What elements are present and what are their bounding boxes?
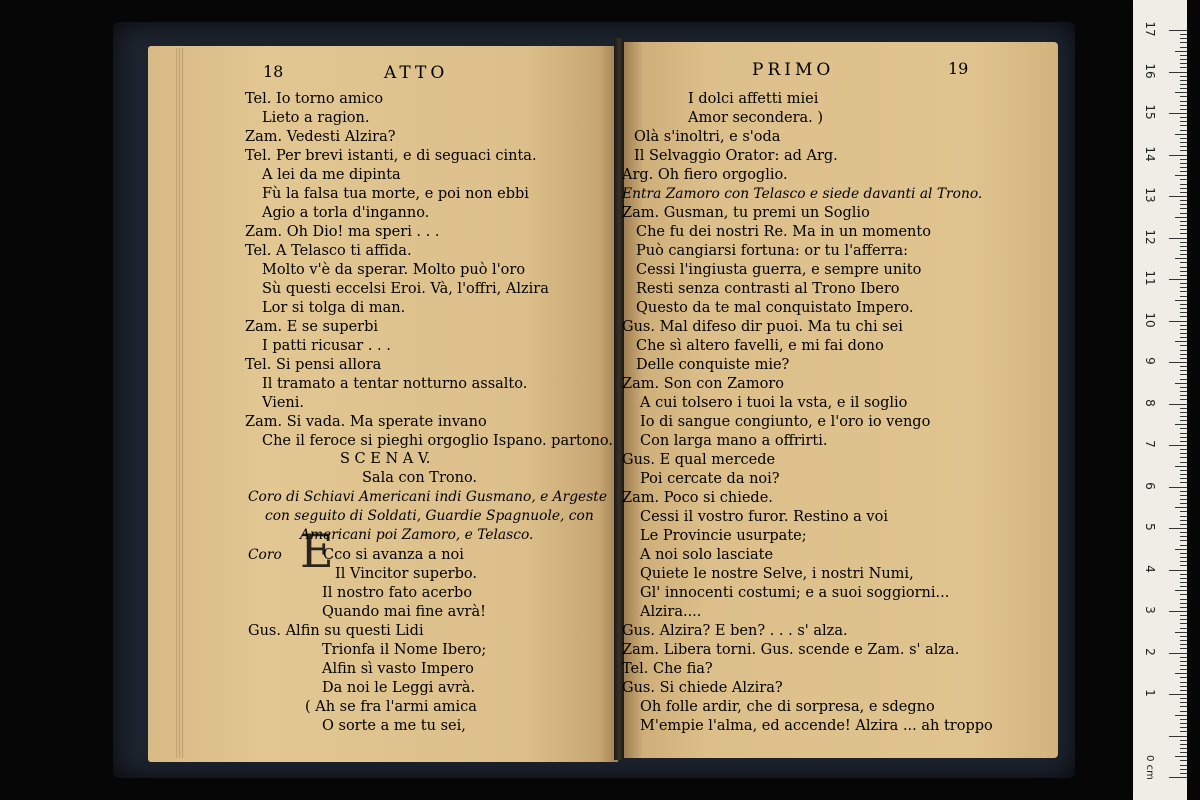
ruler-tick <box>1180 76 1187 77</box>
ruler-tick <box>1180 702 1187 703</box>
ruler-tick <box>1180 495 1187 496</box>
left-page-number: 18 <box>263 62 284 81</box>
ruler-tick <box>1180 503 1187 504</box>
left-page-text-line: Zam. Oh Dio! ma speri . . . <box>245 224 440 240</box>
ruler-tick <box>1180 179 1187 180</box>
ruler-tick <box>1180 412 1187 413</box>
ruler-tick <box>1180 125 1187 126</box>
ruler-tick <box>1169 777 1187 778</box>
left-page-text-line: Lor si tolga di man. <box>262 300 406 316</box>
ruler-tick <box>1180 578 1187 579</box>
right-page-text-line: M'empie l'alma, ed accende! Alzira ... ah troppo <box>640 718 993 734</box>
ruler-tick <box>1180 387 1187 388</box>
left-page-text-line: Sù questi eccelsi Eroi. Và, l'offri, Alzira <box>262 281 549 297</box>
ruler-tick <box>1180 536 1187 537</box>
ruler-label: 14 <box>1143 145 1157 162</box>
right-page-text-line: Gus. Alzira? E ben? . . . s' alza. <box>622 623 848 639</box>
ruler-label: 13 <box>1143 187 1157 203</box>
left-page-text-line: Il nostro fato acerbo <box>322 585 473 601</box>
ruler-tick <box>1175 217 1187 218</box>
ruler-tick <box>1180 557 1187 558</box>
right-page-text-line: Quiete le nostre Selve, i nostri Numi, <box>640 566 914 582</box>
ruler-tick <box>1180 640 1187 641</box>
ruler-tick <box>1180 594 1187 595</box>
right-page-text-line: Poi cercate da noi? <box>640 471 780 487</box>
ruler-tick <box>1180 370 1187 371</box>
ruler-tick <box>1180 283 1187 284</box>
ruler-tick <box>1180 665 1187 666</box>
ruler-tick <box>1180 540 1187 541</box>
right-page-text-line: Zam. Libera torni. Gus. scende e Zam. s' alza. <box>622 642 960 658</box>
left-page-text-line: Lieto a ragion. <box>262 110 370 126</box>
ruler-tick <box>1180 296 1187 297</box>
ruler-tick <box>1180 516 1187 517</box>
right-page-text-line: Può cangiarsi fortuna: or tu l'afferra: <box>636 243 908 259</box>
ruler-tick <box>1180 677 1187 678</box>
right-page-text-line: Questo da te mal conquistato Impero. <box>636 300 914 316</box>
ruler-tick <box>1180 233 1187 234</box>
ruler-tick <box>1180 350 1187 351</box>
ruler-tick <box>1180 416 1187 417</box>
ruler-tick <box>1169 279 1187 280</box>
ruler-tick <box>1169 404 1187 405</box>
ruler-tick <box>1169 611 1187 612</box>
ruler-tick <box>1180 337 1187 338</box>
ruler-label: 3 <box>1143 606 1157 614</box>
left-page-text-line: S C E N A V. <box>340 451 431 467</box>
ruler-label: 5 <box>1143 523 1157 531</box>
ruler-tick <box>1180 329 1187 330</box>
measuring-ruler <box>1133 0 1187 800</box>
ruler-tick <box>1180 80 1187 81</box>
ruler-tick <box>1180 470 1187 471</box>
ruler-tick <box>1175 92 1187 93</box>
ruler-tick <box>1169 694 1187 695</box>
drop-cap: E <box>300 524 334 578</box>
ruler-tick <box>1180 163 1187 164</box>
ruler-tick <box>1169 196 1187 197</box>
ruler-tick <box>1180 291 1187 292</box>
ruler-tick <box>1180 474 1187 475</box>
ruler-tick <box>1175 424 1187 425</box>
ruler-tick <box>1180 698 1187 699</box>
ruler-tick <box>1180 167 1187 168</box>
left-page-text-line: Il tramato a tentar notturno assalto. <box>262 376 528 392</box>
ruler-tick <box>1180 686 1187 687</box>
ruler-tick <box>1180 316 1187 317</box>
left-page-text-line: Vieni. <box>262 395 305 411</box>
left-page-text-line: O sorte a me tu sei, <box>322 718 466 734</box>
right-page-text-line: Oh folle ardir, che di sorpresa, e sdegno <box>640 699 935 715</box>
left-page-text-line: Zam. E se superbi <box>245 319 379 335</box>
ruler-tick <box>1180 553 1187 554</box>
ruler-tick <box>1180 731 1187 732</box>
ruler-tick <box>1180 441 1187 442</box>
ruler-tick <box>1180 511 1187 512</box>
ruler-tick <box>1180 520 1187 521</box>
ruler-tick <box>1180 188 1187 189</box>
ruler-tick <box>1180 121 1187 122</box>
ruler-tick <box>1180 200 1187 201</box>
ruler-label: 11 <box>1143 270 1157 286</box>
ruler-tick <box>1180 453 1187 454</box>
ruler-tick <box>1175 300 1187 301</box>
left-page-text-line: Molto v'è da sperar. Molto può l'oro <box>262 262 526 278</box>
ruler-label: 2 <box>1143 647 1157 656</box>
ruler-tick <box>1180 491 1187 492</box>
left-page-text-line: Cco si avanza a noi <box>323 547 464 563</box>
left-running-header: ATTO <box>384 63 449 83</box>
left-page-text-line: Alfin sì vasto Impero <box>322 661 474 677</box>
ruler-tick <box>1180 711 1187 712</box>
ruler-tick <box>1180 117 1187 118</box>
ruler-tick <box>1180 449 1187 450</box>
ruler-tick <box>1180 727 1187 728</box>
ruler-tick <box>1180 760 1187 761</box>
ruler-label: 10 <box>1143 311 1157 328</box>
ruler-tick <box>1180 67 1187 68</box>
ruler-tick <box>1180 254 1187 255</box>
ruler-tick <box>1180 769 1187 770</box>
left-page-text-line: Da noi le Leggi avrà. <box>322 680 476 696</box>
ruler-tick <box>1180 657 1187 658</box>
ruler-tick <box>1175 673 1187 674</box>
ruler-tick <box>1180 42 1187 43</box>
ruler-tick <box>1169 362 1187 363</box>
ruler-tick <box>1169 653 1187 654</box>
ruler-tick <box>1180 192 1187 193</box>
ruler-tick <box>1180 146 1187 147</box>
ruler-tick <box>1180 34 1187 35</box>
right-page-text-line: Zam. Gusman, tu premi un Soglio <box>622 205 870 221</box>
ruler-tick <box>1180 55 1187 56</box>
ruler-tick <box>1180 159 1187 160</box>
left-page-text-line: Americani poi Zamoro, e Telasco. <box>300 527 534 543</box>
right-page-text-line: Resti senza contrasti al Trono Ibero <box>636 281 900 297</box>
right-running-header: PRIMO <box>752 60 835 80</box>
right-page-text-line: Delle conquiste mie? <box>636 357 790 373</box>
ruler-tick <box>1180 333 1187 334</box>
ruler-tick <box>1180 636 1187 637</box>
ruler-tick <box>1169 321 1187 322</box>
left-page-text-line: Tel. Si pensi allora <box>245 357 382 373</box>
left-page-text-line: I patti ricusar . . . <box>262 338 391 354</box>
right-page-text-line: Il Selvaggio Orator: ad Arg. <box>634 148 838 164</box>
ruler-tick <box>1180 47 1187 48</box>
left-page-text-line: ( Ah se fra l'armi amica <box>305 699 477 715</box>
left-page-text-line: Gus. Alfin su questi Lidi <box>248 623 424 639</box>
ruler-tick <box>1180 275 1187 276</box>
ruler-tick <box>1180 354 1187 355</box>
ruler-tick <box>1180 648 1187 649</box>
ruler-label: 12 <box>1143 228 1157 245</box>
ruler-tick <box>1180 325 1187 326</box>
ruler-tick <box>1180 101 1187 102</box>
ruler-label: 16 <box>1143 62 1157 79</box>
ruler-tick <box>1175 383 1187 384</box>
ruler-tick <box>1180 719 1187 720</box>
ruler-tick <box>1180 524 1187 525</box>
ruler-tick <box>1169 736 1187 737</box>
ruler-tick <box>1180 644 1187 645</box>
ruler-tick <box>1180 171 1187 172</box>
left-page-text-line: Fù la falsa tua morte, e poi non ebbi <box>262 186 529 202</box>
ruler-tick <box>1180 345 1187 346</box>
ruler-label: 6 <box>1143 481 1157 490</box>
ruler-tick <box>1180 312 1187 313</box>
ruler-tick <box>1180 109 1187 110</box>
right-page-text-line: Entra Zamoro con Telasco e siede davanti al Trono. <box>622 186 983 202</box>
ruler-tick <box>1180 184 1187 185</box>
ruler-tick <box>1180 399 1187 400</box>
ruler-unit-label: 0 cm <box>1143 755 1155 780</box>
left-page-text-line: Tel. Io torno amico <box>245 91 384 107</box>
left-page-text-line: Coro di Schiavi Americani indi Gusmano, e Argeste <box>248 489 608 505</box>
ruler-tick <box>1180 690 1187 691</box>
right-page-text-line: Cessi l'ingiusta guerra, e sempre unito <box>636 262 922 278</box>
ruler-tick <box>1169 30 1187 31</box>
ruler-tick <box>1180 420 1187 421</box>
ruler-tick <box>1180 619 1187 620</box>
right-page-text-line: Olà s'inoltri, e s'oda <box>634 129 781 145</box>
ruler-tick <box>1180 603 1187 604</box>
ruler-tick <box>1169 155 1187 156</box>
ruler-tick <box>1169 445 1187 446</box>
ruler-tick <box>1180 267 1187 268</box>
right-page-text-line: Cessi il vostro furor. Restino a voi <box>640 509 888 525</box>
ruler-tick <box>1180 271 1187 272</box>
ruler-tick <box>1180 408 1187 409</box>
ruler-tick <box>1180 308 1187 309</box>
right-page-text-line: Tel. Che fia? <box>622 661 713 677</box>
ruler-tick <box>1169 570 1187 571</box>
ruler-tick <box>1180 246 1187 247</box>
ruler-tick <box>1180 599 1187 600</box>
ruler-tick <box>1180 287 1187 288</box>
ruler-tick <box>1175 715 1187 716</box>
ruler-tick <box>1180 773 1187 774</box>
ruler-tick <box>1180 457 1187 458</box>
ruler-tick <box>1180 130 1187 131</box>
left-page-text-line: Zam. Si vada. Ma sperate invano <box>245 414 487 430</box>
left-page-text-line: Il Vincitor superbo. <box>335 566 477 582</box>
ruler-tick <box>1180 358 1187 359</box>
left-page-text-line: con seguito di Soldati, Guardie Spagnuole, con <box>265 508 594 524</box>
ruler-tick <box>1180 744 1187 745</box>
ruler-tick <box>1180 765 1187 766</box>
ruler-tick <box>1180 225 1187 226</box>
right-page-text-line: Zam. Son con Zamoro <box>622 376 784 392</box>
ruler-tick <box>1169 528 1187 529</box>
right-page-text-line: Gl' innocenti costumi; e a suoi soggiorni... <box>640 585 950 601</box>
right-page-text-line: Le Provincie usurpate; <box>640 528 807 544</box>
page-edges <box>176 48 184 758</box>
ruler-tick <box>1180 723 1187 724</box>
left-page-text-line: A lei da me dipinta <box>262 167 401 183</box>
ruler-tick <box>1169 487 1187 488</box>
right-page-text-line: Con larga mano a offrirti. <box>640 433 828 449</box>
right-page-text-line: Che fu dei nostri Re. Ma in un momento <box>636 224 931 240</box>
ruler-tick <box>1180 669 1187 670</box>
ruler-tick <box>1180 661 1187 662</box>
ruler-label: 7 <box>1143 440 1157 448</box>
ruler-tick <box>1180 582 1187 583</box>
right-page-text-line: Gus. Si chiede Alzira? <box>622 680 783 696</box>
ruler-tick <box>1180 262 1187 263</box>
ruler-tick <box>1175 549 1187 550</box>
ruler-tick <box>1175 756 1187 757</box>
ruler-tick <box>1175 341 1187 342</box>
right-page-text-line: Io di sangue congiunto, e l'oro io vengo <box>640 414 931 430</box>
ruler-tick <box>1180 391 1187 392</box>
ruler-tick <box>1169 238 1187 239</box>
ruler-tick <box>1180 204 1187 205</box>
ruler-tick <box>1175 466 1187 467</box>
ruler-tick <box>1169 72 1187 73</box>
ruler-tick <box>1175 507 1187 508</box>
ruler-tick <box>1180 105 1187 106</box>
ruler-tick <box>1180 482 1187 483</box>
left-page-text-line: Quando mai fine avrà! <box>322 604 486 620</box>
ruler-tick <box>1180 150 1187 151</box>
ruler-tick <box>1180 242 1187 243</box>
ruler-tick <box>1175 51 1187 52</box>
right-page-text-line: Alzira.... <box>640 604 702 620</box>
ruler-tick <box>1180 229 1187 230</box>
ruler-tick <box>1180 250 1187 251</box>
ruler-tick <box>1180 366 1187 367</box>
left-page-text-line: Che il feroce si pieghi orgoglio Ispano. partono. <box>262 433 614 449</box>
left-page-text-line: Trionfa il Nome Ibero; <box>322 642 487 658</box>
ruler-tick <box>1180 96 1187 97</box>
ruler-tick <box>1180 63 1187 64</box>
left-page-text-line: Sala con Trono. <box>362 470 478 486</box>
ruler-tick <box>1180 374 1187 375</box>
ruler-tick <box>1180 607 1187 608</box>
ruler-tick <box>1169 113 1187 114</box>
right-page-text-line: A cui tolsero i tuoi la vsta, e il soglio <box>640 395 908 411</box>
ruler-tick <box>1180 628 1187 629</box>
ruler-tick <box>1180 437 1187 438</box>
right-page-number: 19 <box>948 59 969 78</box>
ruler-tick <box>1180 752 1187 753</box>
right-page-text-line: Che sì altero favelli, e mi fai dono <box>636 338 884 354</box>
left-page-text-line: Tel. Per brevi istanti, e di seguaci cinta. <box>245 148 537 164</box>
ruler-tick <box>1180 706 1187 707</box>
right-page-text-line: Amor secondera. ) <box>688 110 824 126</box>
right-page-text-line: I dolci affetti miei <box>688 91 819 107</box>
ruler-tick <box>1180 379 1187 380</box>
ruler-tick <box>1180 623 1187 624</box>
ruler-label: 1 <box>1143 689 1157 697</box>
ruler-tick <box>1180 499 1187 500</box>
ruler-tick <box>1180 478 1187 479</box>
ruler-label: 17 <box>1143 21 1157 37</box>
ruler-tick <box>1180 433 1187 434</box>
left-page-text-line: Zam. Vedesti Alzira? <box>245 129 396 145</box>
right-page-text-line: Zam. Poco si chiede. <box>622 490 773 506</box>
ruler-tick <box>1180 213 1187 214</box>
right-page-text-line: Arg. Oh fiero orgoglio. <box>622 167 788 183</box>
right-page-text-line: A noi solo lasciate <box>640 547 774 563</box>
ruler-tick <box>1180 532 1187 533</box>
ruler-label: 15 <box>1143 104 1157 120</box>
left-page-text-line: Tel. A Telasco ti affida. <box>245 243 412 259</box>
right-page-text-line: Gus. E qual mercede <box>622 452 776 468</box>
ruler-tick <box>1180 142 1187 143</box>
ruler-tick <box>1180 748 1187 749</box>
ruler-tick <box>1180 682 1187 683</box>
ruler-tick <box>1180 88 1187 89</box>
ruler-tick <box>1180 565 1187 566</box>
ruler-tick <box>1175 134 1187 135</box>
ruler-tick <box>1175 258 1187 259</box>
ruler-label: 9 <box>1143 357 1157 365</box>
ruler-tick <box>1180 615 1187 616</box>
ruler-tick <box>1180 574 1187 575</box>
right-page-text-line: Gus. Mal difeso dir puoi. Ma tu chi sei <box>622 319 903 335</box>
ruler-tick <box>1180 462 1187 463</box>
ruler-tick <box>1175 175 1187 176</box>
ruler-tick <box>1180 208 1187 209</box>
ruler-tick <box>1180 740 1187 741</box>
ruler-tick <box>1180 221 1187 222</box>
left-page-text-line: Coro <box>248 547 282 563</box>
ruler-tick <box>1180 428 1187 429</box>
ruler-tick <box>1180 586 1187 587</box>
left-page-text-line: Agio a torla d'inganno. <box>262 205 430 221</box>
ruler-tick <box>1180 561 1187 562</box>
ruler-tick <box>1180 304 1187 305</box>
ruler-tick <box>1180 138 1187 139</box>
ruler-tick <box>1180 38 1187 39</box>
ruler-tick <box>1175 632 1187 633</box>
ruler-tick <box>1175 590 1187 591</box>
ruler-tick <box>1180 84 1187 85</box>
ruler-label: 4 <box>1143 564 1157 573</box>
ruler-tick <box>1180 395 1187 396</box>
ruler-label: 8 <box>1143 398 1157 407</box>
ruler-tick <box>1180 59 1187 60</box>
ruler-tick <box>1180 545 1187 546</box>
